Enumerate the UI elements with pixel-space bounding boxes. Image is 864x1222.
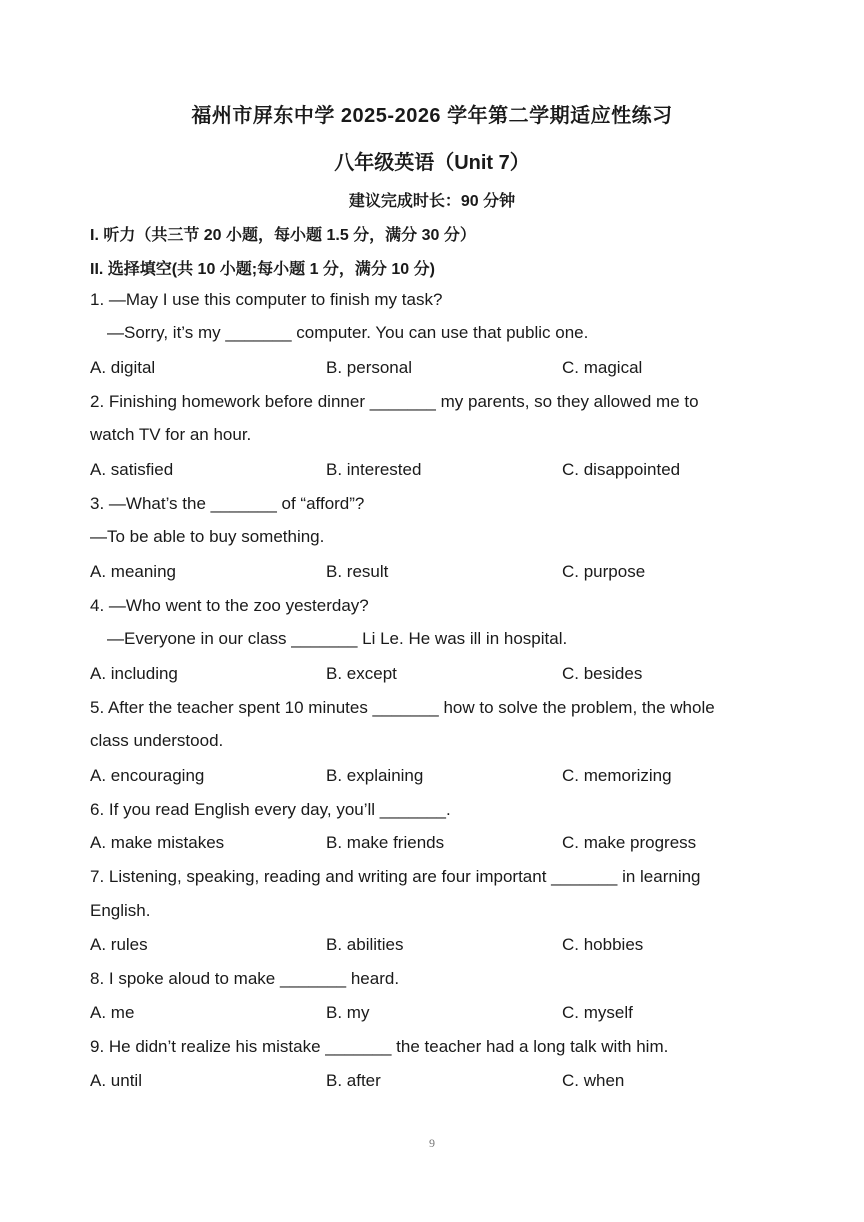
section-multiple-choice: II. 选择填空(共 10 小题;每小题 1 分，满分 10 分)	[90, 261, 435, 278]
question-8-option-c: C. myself	[562, 1003, 633, 1022]
question-2-option-b: B. interested	[326, 460, 422, 479]
question-2-stem-2: watch TV for an hour.	[90, 425, 252, 444]
question-8-option-a: A. me	[90, 1003, 135, 1022]
question-9-stem: 9. He didn’t realize his mistake _______ the teacher had a long talk with him.	[90, 1037, 669, 1056]
question-6-stem: 6. If you read English every day, you’ll _______.	[90, 800, 451, 819]
question-1-option-b: B. personal	[326, 358, 412, 377]
question-9-option-b: B. after	[326, 1071, 381, 1090]
question-5-option-a: A. encouraging	[90, 766, 205, 785]
question-1-stem-2: —Sorry, it’s my _______ computer. You can use that public one.	[107, 323, 589, 342]
question-7-option-a: A. rules	[90, 935, 148, 954]
question-4-option-c: C. besides	[562, 664, 643, 683]
page-number: 9	[429, 1136, 435, 1150]
question-8-stem: 8. I spoke aloud to make _______ heard.	[90, 969, 400, 988]
question-1-option-a: A. digital	[90, 358, 156, 377]
question-9-option-a: A. until	[90, 1071, 142, 1090]
question-3-stem-2: —To be able to buy something.	[90, 527, 325, 546]
question-6-option-c: C. make progress	[562, 833, 697, 852]
question-4-option-b: B. except	[326, 664, 397, 683]
question-2-option-a: A. satisfied	[90, 460, 174, 479]
question-3-option-c: C. purpose	[562, 562, 646, 581]
question-3-option-b: B. result	[326, 562, 389, 581]
question-5-stem: 5. After the teacher spent 10 minutes _______ how to solve the problem, the whole	[90, 698, 715, 717]
question-3-stem: 3. —What’s the _______ of “afford”?	[90, 494, 365, 513]
question-5-stem-2: class understood.	[90, 731, 224, 750]
question-1-option-c: C. magical	[562, 358, 643, 377]
question-8-option-b: B. my	[326, 1003, 370, 1022]
exam-title: 福州市屏东中学 2025-2026 学年第二学期适应性练习	[191, 105, 673, 127]
question-6-option-b: B. make friends	[326, 833, 445, 852]
exam-subject: 八年级英语（Unit 7）	[334, 152, 530, 174]
question-9-option-c: C. when	[562, 1071, 625, 1090]
question-5-option-c: C. memorizing	[562, 766, 672, 785]
question-7-option-c: C. hobbies	[562, 935, 644, 954]
question-2-option-c: C. disappointed	[562, 460, 681, 479]
question-3-option-a: A. meaning	[90, 562, 176, 581]
exam-duration: 建议完成时长：90 分钟	[348, 193, 516, 210]
question-4-option-a: A. including	[90, 664, 178, 683]
question-5-option-b: B. explaining	[326, 766, 424, 785]
question-4-stem: 4. —Who went to the zoo yesterday?	[90, 596, 369, 615]
section-listening: I. 听力（共三节 20 小题，每小题 1.5 分，满分 30 分）	[90, 227, 476, 244]
question-7-stem: 7. Listening, speaking, reading and writing are four important _______ in learning	[90, 867, 701, 886]
question-4-stem-2: —Everyone in our class _______ Li Le. He was ill in hospital.	[107, 629, 568, 648]
question-1-stem: 1. —May I use this computer to finish my task?	[90, 290, 443, 309]
question-2-stem: 2. Finishing homework before dinner _______ my parents, so they allowed me to	[90, 392, 699, 411]
question-6-option-a: A. make mistakes	[90, 833, 225, 852]
question-7-option-b: B. abilities	[326, 935, 404, 954]
question-7-stem-2: English.	[90, 901, 151, 920]
